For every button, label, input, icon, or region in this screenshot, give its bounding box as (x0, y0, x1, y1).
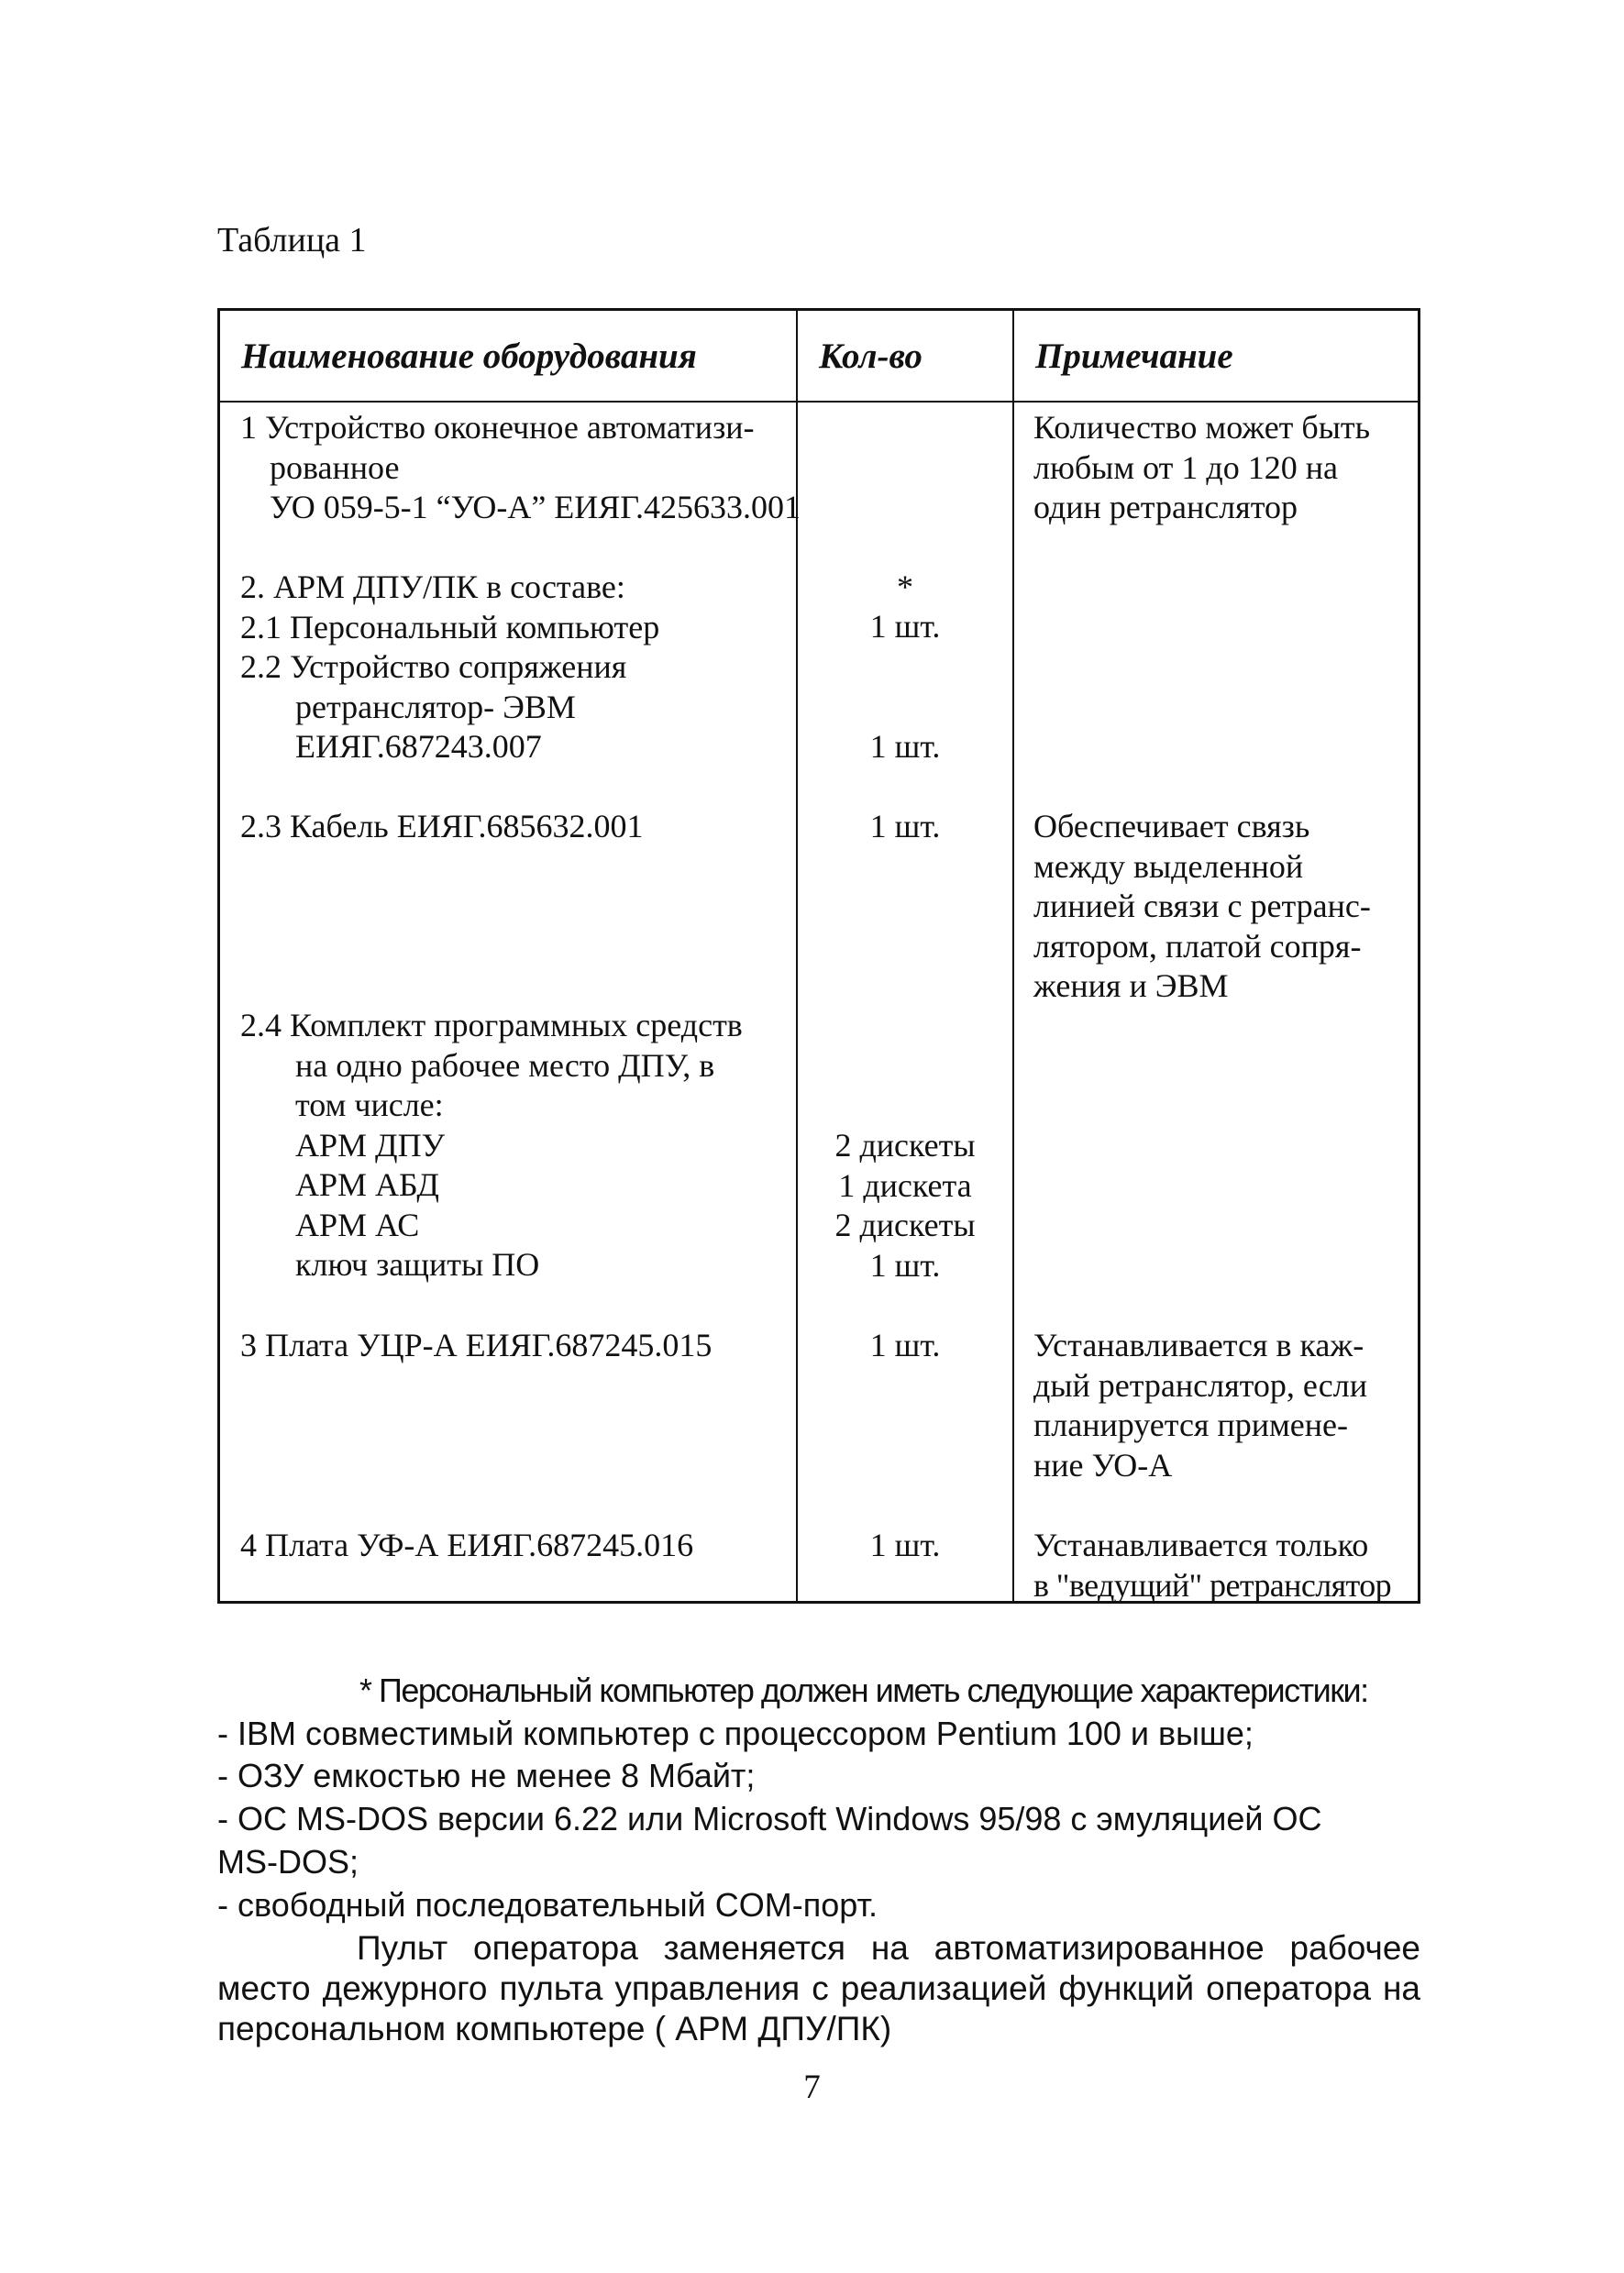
note-line: ние УО-А (1033, 1446, 1173, 1484)
name-line: УО 059-5-1 “УО-А” ЕИЯГ.425633.001 (270, 489, 801, 525)
name-line: том числе: (295, 1087, 444, 1123)
name-line: на одно рабочее место ДПУ, в (295, 1046, 715, 1084)
footnote-item: - ОС MS-DOS версии 6.22 или Microsoft Windows 95/98 с эмуляцией ОС (217, 1800, 1322, 1837)
name-line: 2.2 Устройство сопряжения (240, 648, 627, 685)
note-line: один ретранслятор (1033, 489, 1298, 525)
equipment-table (217, 308, 1420, 1604)
name-line: 2. АРМ ДПУ/ПК в составе: (240, 568, 625, 605)
note-line: планируется примене- (1033, 1407, 1349, 1443)
note-line: Количество может быть (1033, 409, 1371, 446)
footnote-intro: * Персональный компьютер должен иметь следующие характеристики: (359, 1672, 1368, 1709)
column-divider (1012, 311, 1014, 1601)
row-3-note (1033, 807, 1371, 1007)
note-line: линией связи с ретранс- (1033, 888, 1371, 924)
row-5-note (1033, 1326, 1367, 1485)
note-line: Обеспечивает связь (1033, 808, 1310, 844)
name-line: 1 Устройство оконечное автоматизи- (240, 409, 755, 446)
note-line: в "ведущий" ретранслятор (1033, 1566, 1392, 1604)
qty-line: 2 дискеты (834, 1127, 976, 1164)
row-2-qty-star: * (897, 568, 913, 605)
row-6-name: 4 Плата УФ-А ЕИЯГ.687245.016 (240, 1527, 694, 1563)
footnote-item: - свободный последовательный COM-порт. (217, 1886, 878, 1924)
header-note: Примечание (1035, 337, 1233, 376)
row-6-qty: 1 шт. (869, 1527, 941, 1563)
row-5-qty: 1 шт. (869, 1327, 941, 1363)
name-line: АРМ ДПУ (295, 1126, 446, 1164)
name-line: рованное (270, 448, 400, 486)
header-qty: Кол-во (819, 337, 922, 376)
qty-line: 1 дискета (838, 1166, 972, 1204)
header-name: Наименование оборудования (241, 337, 697, 376)
footnote-item: - IBM совместимый компьютер с процессором Pentium 100 и выше; (217, 1715, 1254, 1752)
note-line: дый ретранслятор, если (1033, 1366, 1368, 1404)
row-1-note (1033, 408, 1370, 528)
header-divider (220, 401, 1418, 403)
row-2-qty-interface: 1 шт. (869, 728, 941, 765)
name-line: АРМ АБД (295, 1166, 439, 1203)
footnote-item: MS-DOS; (217, 1843, 359, 1881)
note-line: лятором, платой сопря- (1033, 927, 1362, 965)
row-3-name: 2.3 Кабель ЕИЯГ.685632.001 (240, 808, 644, 844)
qty-line: 2 дискеты (834, 1207, 976, 1243)
note-line: между выделенной (1033, 847, 1304, 885)
row-4-qty (798, 1126, 1012, 1285)
name-line: 2.1 Персональный компьютер (240, 608, 660, 645)
note-line: Устанавливается в каж- (1033, 1327, 1364, 1363)
name-line: ретранслятор- ЭВМ (295, 688, 576, 725)
name-line: ЕИЯГ.687243.007 (295, 728, 542, 765)
row-3-qty: 1 шт. (869, 808, 941, 844)
body-paragraph: Пульт оператора заменяется на автоматизированное рабочее место дежурного пульта управления с реализацией функций оператора на персональном компьютере ( АРМ ДПУ/ПК) (217, 1929, 1420, 2047)
note-line: любым от 1 до 120 на (1033, 448, 1338, 486)
footnote-item: - ОЗУ емкостью не менее 8 Мбайт; (217, 1757, 756, 1794)
row-1-name (240, 408, 801, 528)
page-number: 7 (803, 2069, 821, 2106)
row-5-name: 3 Плата УЦР-А ЕИЯГ.687245.015 (240, 1327, 713, 1363)
qty-line: 1 шт. (869, 1246, 941, 1284)
row-6-note (1033, 1526, 1391, 1605)
name-line: ключ защиты ПО (295, 1246, 540, 1283)
table-caption: Таблица 1 (217, 221, 367, 259)
row-4-name (240, 1006, 743, 1285)
name-line: АРМ АС (295, 1206, 420, 1243)
row-2-name (240, 568, 659, 767)
note-line: Устанавливается только (1033, 1527, 1369, 1563)
name-line: 2.4 Комплект программных средств (240, 1007, 743, 1043)
row-2-qty-pc: 1 шт. (869, 608, 941, 645)
note-line: жения и ЭВМ (1033, 967, 1229, 1004)
